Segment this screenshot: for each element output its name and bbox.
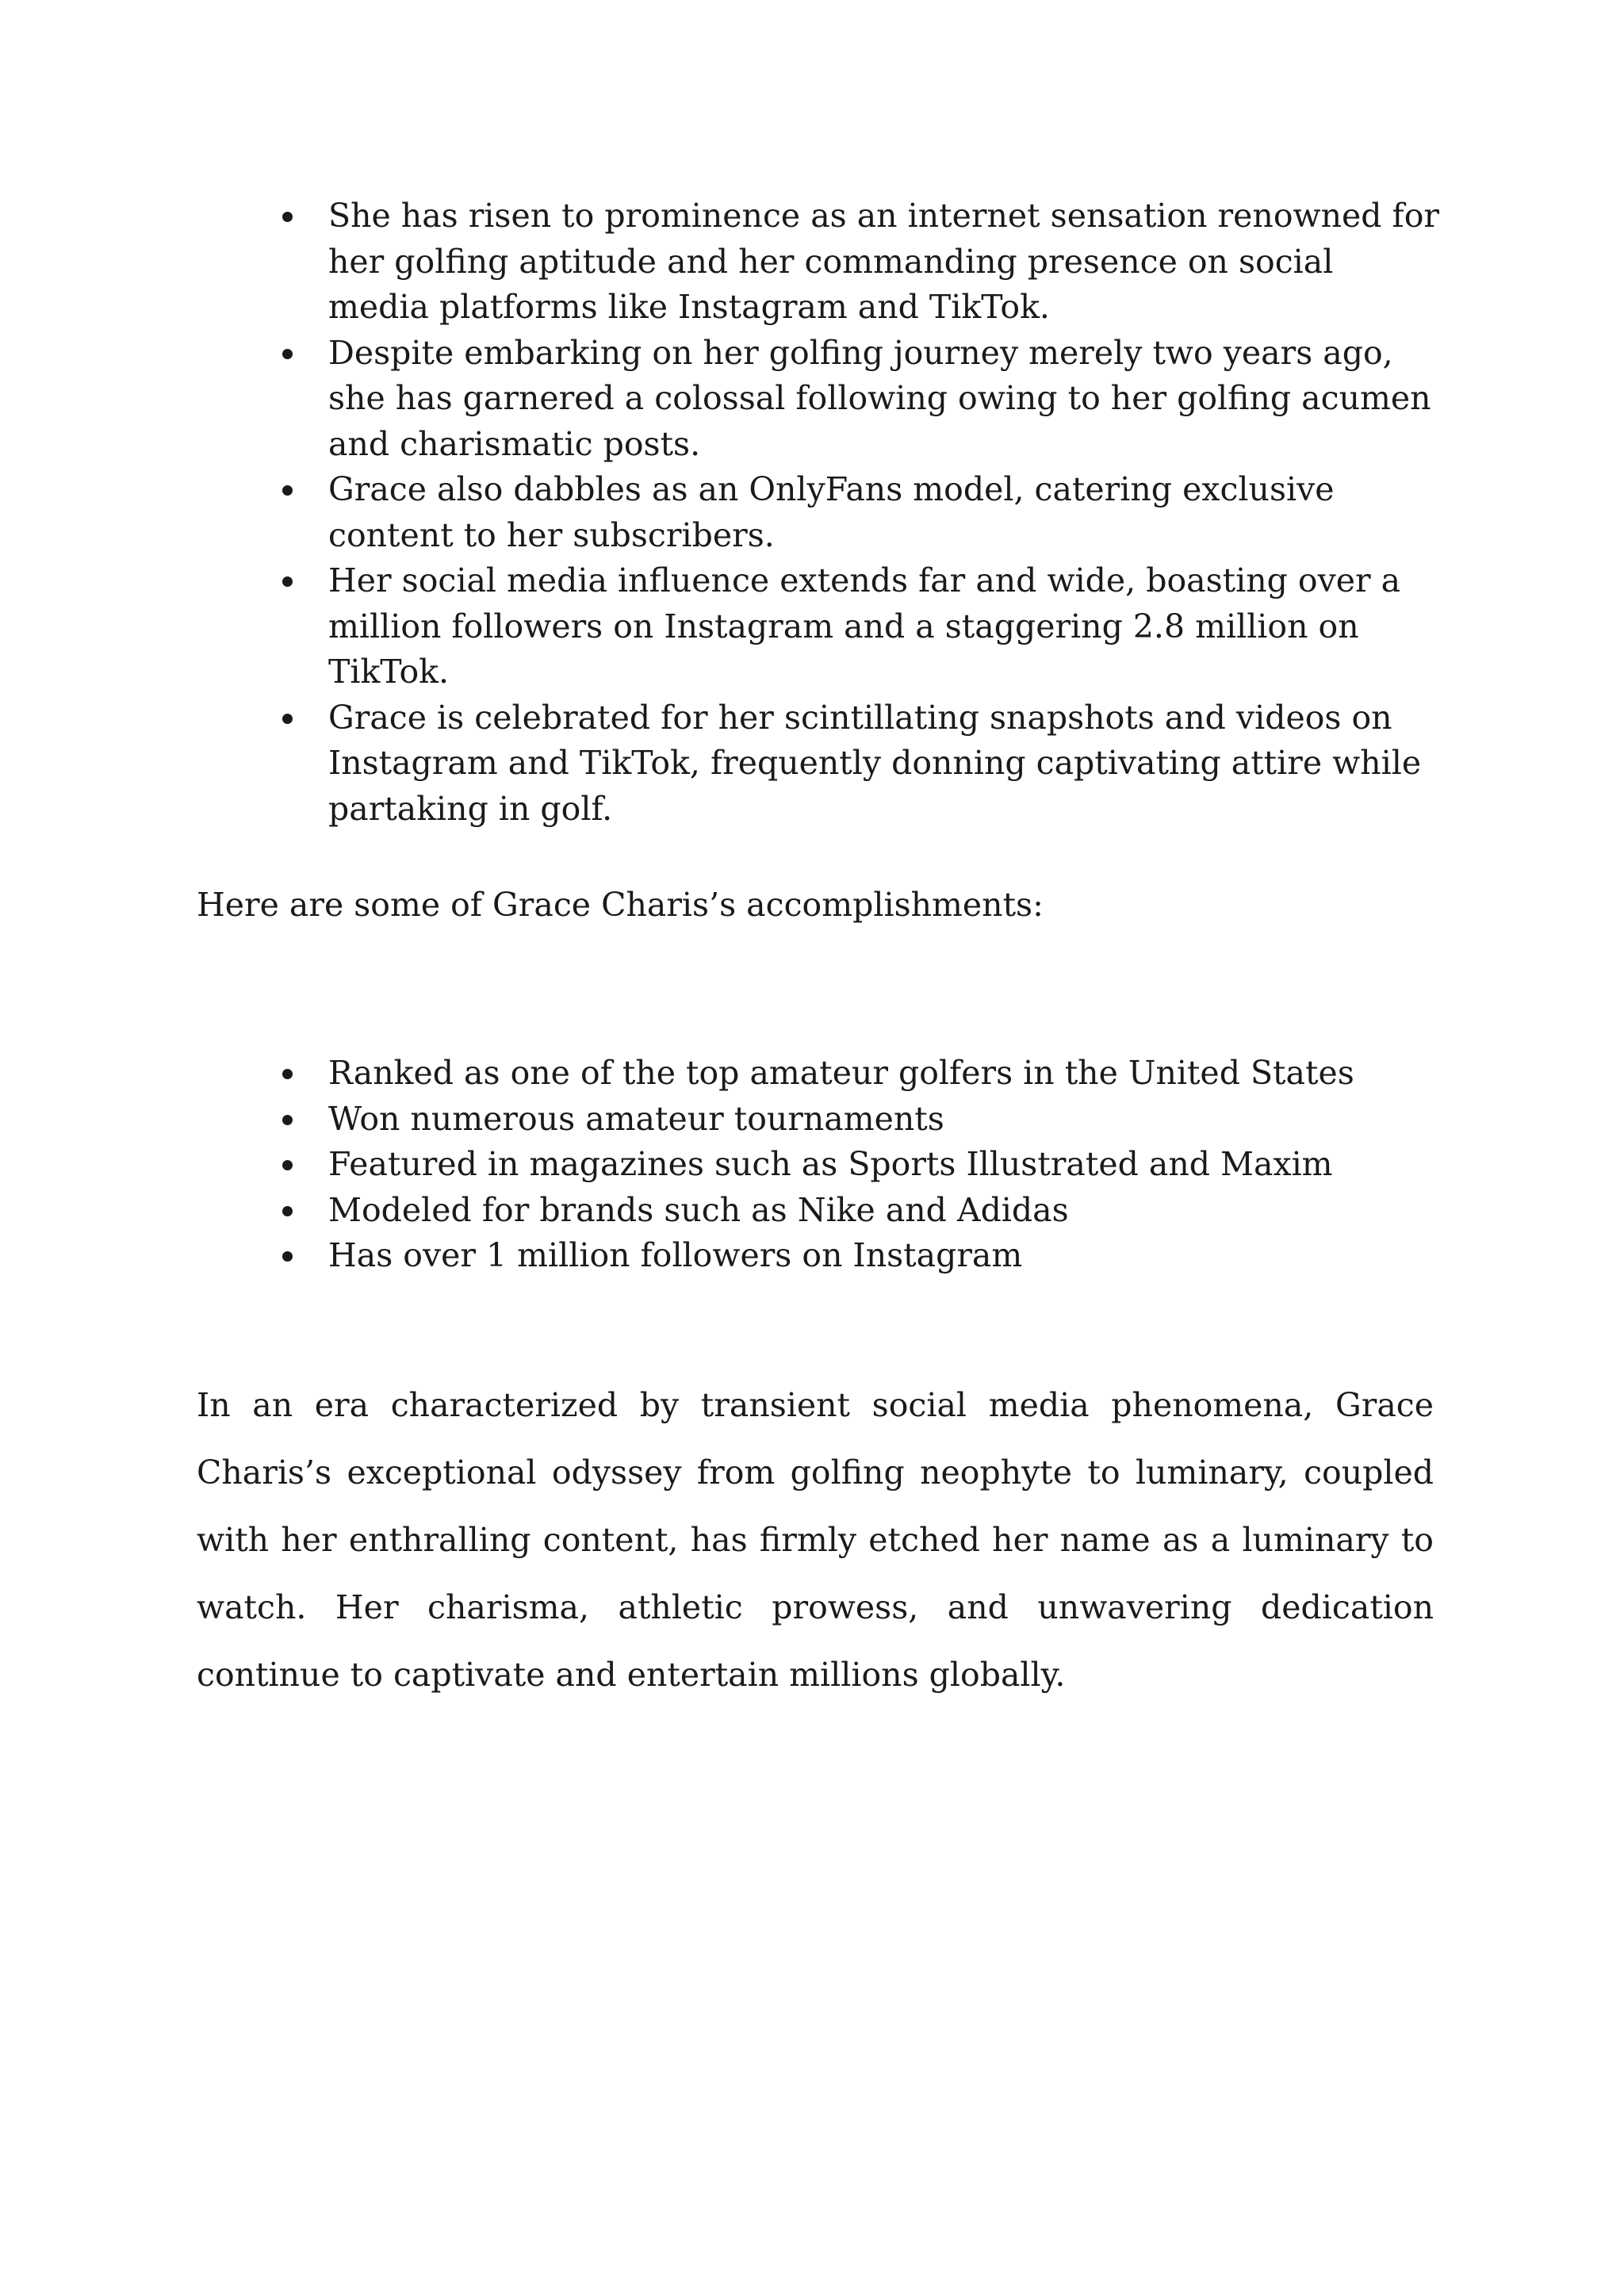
list-item xyxy=(278,467,1443,558)
list-item-text: Modeled for brands such as Nike and Adidas xyxy=(328,1190,1069,1229)
list-item-text: Ranked as one of the top amateur golfers in the United States xyxy=(328,1054,1354,1092)
list-item-text: Despite embarking on her golfing journey merely two years ago, she has garnered a colossal following owing to her golfing acumen and charismatic posts. xyxy=(328,333,1431,463)
closing-paragraph: In an era characterized by transient social media phenomena, Grace Charis’s exceptional odyssey from golfing neophyte to luminary, coupled with her enthralling content, has firmly etched her name as a luminary to watch. Her charisma, athletic prowess, and unwavering dedication continue to captivate and entertain millions globally. xyxy=(197,1386,1434,1694)
list-item xyxy=(278,1233,1443,1279)
bullet-icon xyxy=(282,212,293,222)
accomplishments-intro: Here are some of Grace Charis’s accomplishments: xyxy=(197,886,1044,924)
bullet-icon xyxy=(282,485,293,496)
list-item xyxy=(278,558,1443,695)
list-item xyxy=(278,331,1443,468)
bullet-icon xyxy=(282,576,293,587)
list-item-text: Won numerous amateur tournaments xyxy=(328,1099,944,1138)
list-item xyxy=(278,193,1443,331)
list-item-text: She has risen to prominence as an internet sensation renowned for her golfing aptitude and her commanding presence on social media platforms like Instagram and TikTok. xyxy=(328,197,1440,326)
list-item xyxy=(278,695,1443,833)
profile-bullet-list xyxy=(278,193,1443,832)
list-item xyxy=(278,1188,1443,1234)
list-item-text: Featured in magazines such as Sports Illustrated and Maxim xyxy=(328,1145,1333,1183)
list-item xyxy=(278,1142,1443,1188)
bullet-icon xyxy=(282,349,293,359)
bullet-icon xyxy=(282,1069,293,1079)
list-item-text: Has over 1 million followers on Instagram xyxy=(328,1236,1023,1274)
bullet-icon xyxy=(282,1206,293,1216)
bullet-icon xyxy=(282,714,293,724)
bullet-icon xyxy=(282,1251,293,1262)
list-item xyxy=(278,1051,1443,1097)
list-item-text: Grace is celebrated for her scintillating snapshots and videos on Instagram and TikTok, frequently donning captivating attire while partaking in golf. xyxy=(328,698,1422,828)
list-item-text: Her social media influence extends far and wide, boasting over a million followers on Instagram and a staggering 2.8 million on TikTok. xyxy=(328,561,1401,691)
bullet-icon xyxy=(282,1115,293,1125)
list-item-text: Grace also dabbles as an OnlyFans model, catering exclusive content to her subscribers. xyxy=(328,470,1335,554)
list-item xyxy=(278,1097,1443,1143)
bullet-icon xyxy=(282,1160,293,1170)
accomplishments-bullet-list xyxy=(278,1051,1443,1279)
